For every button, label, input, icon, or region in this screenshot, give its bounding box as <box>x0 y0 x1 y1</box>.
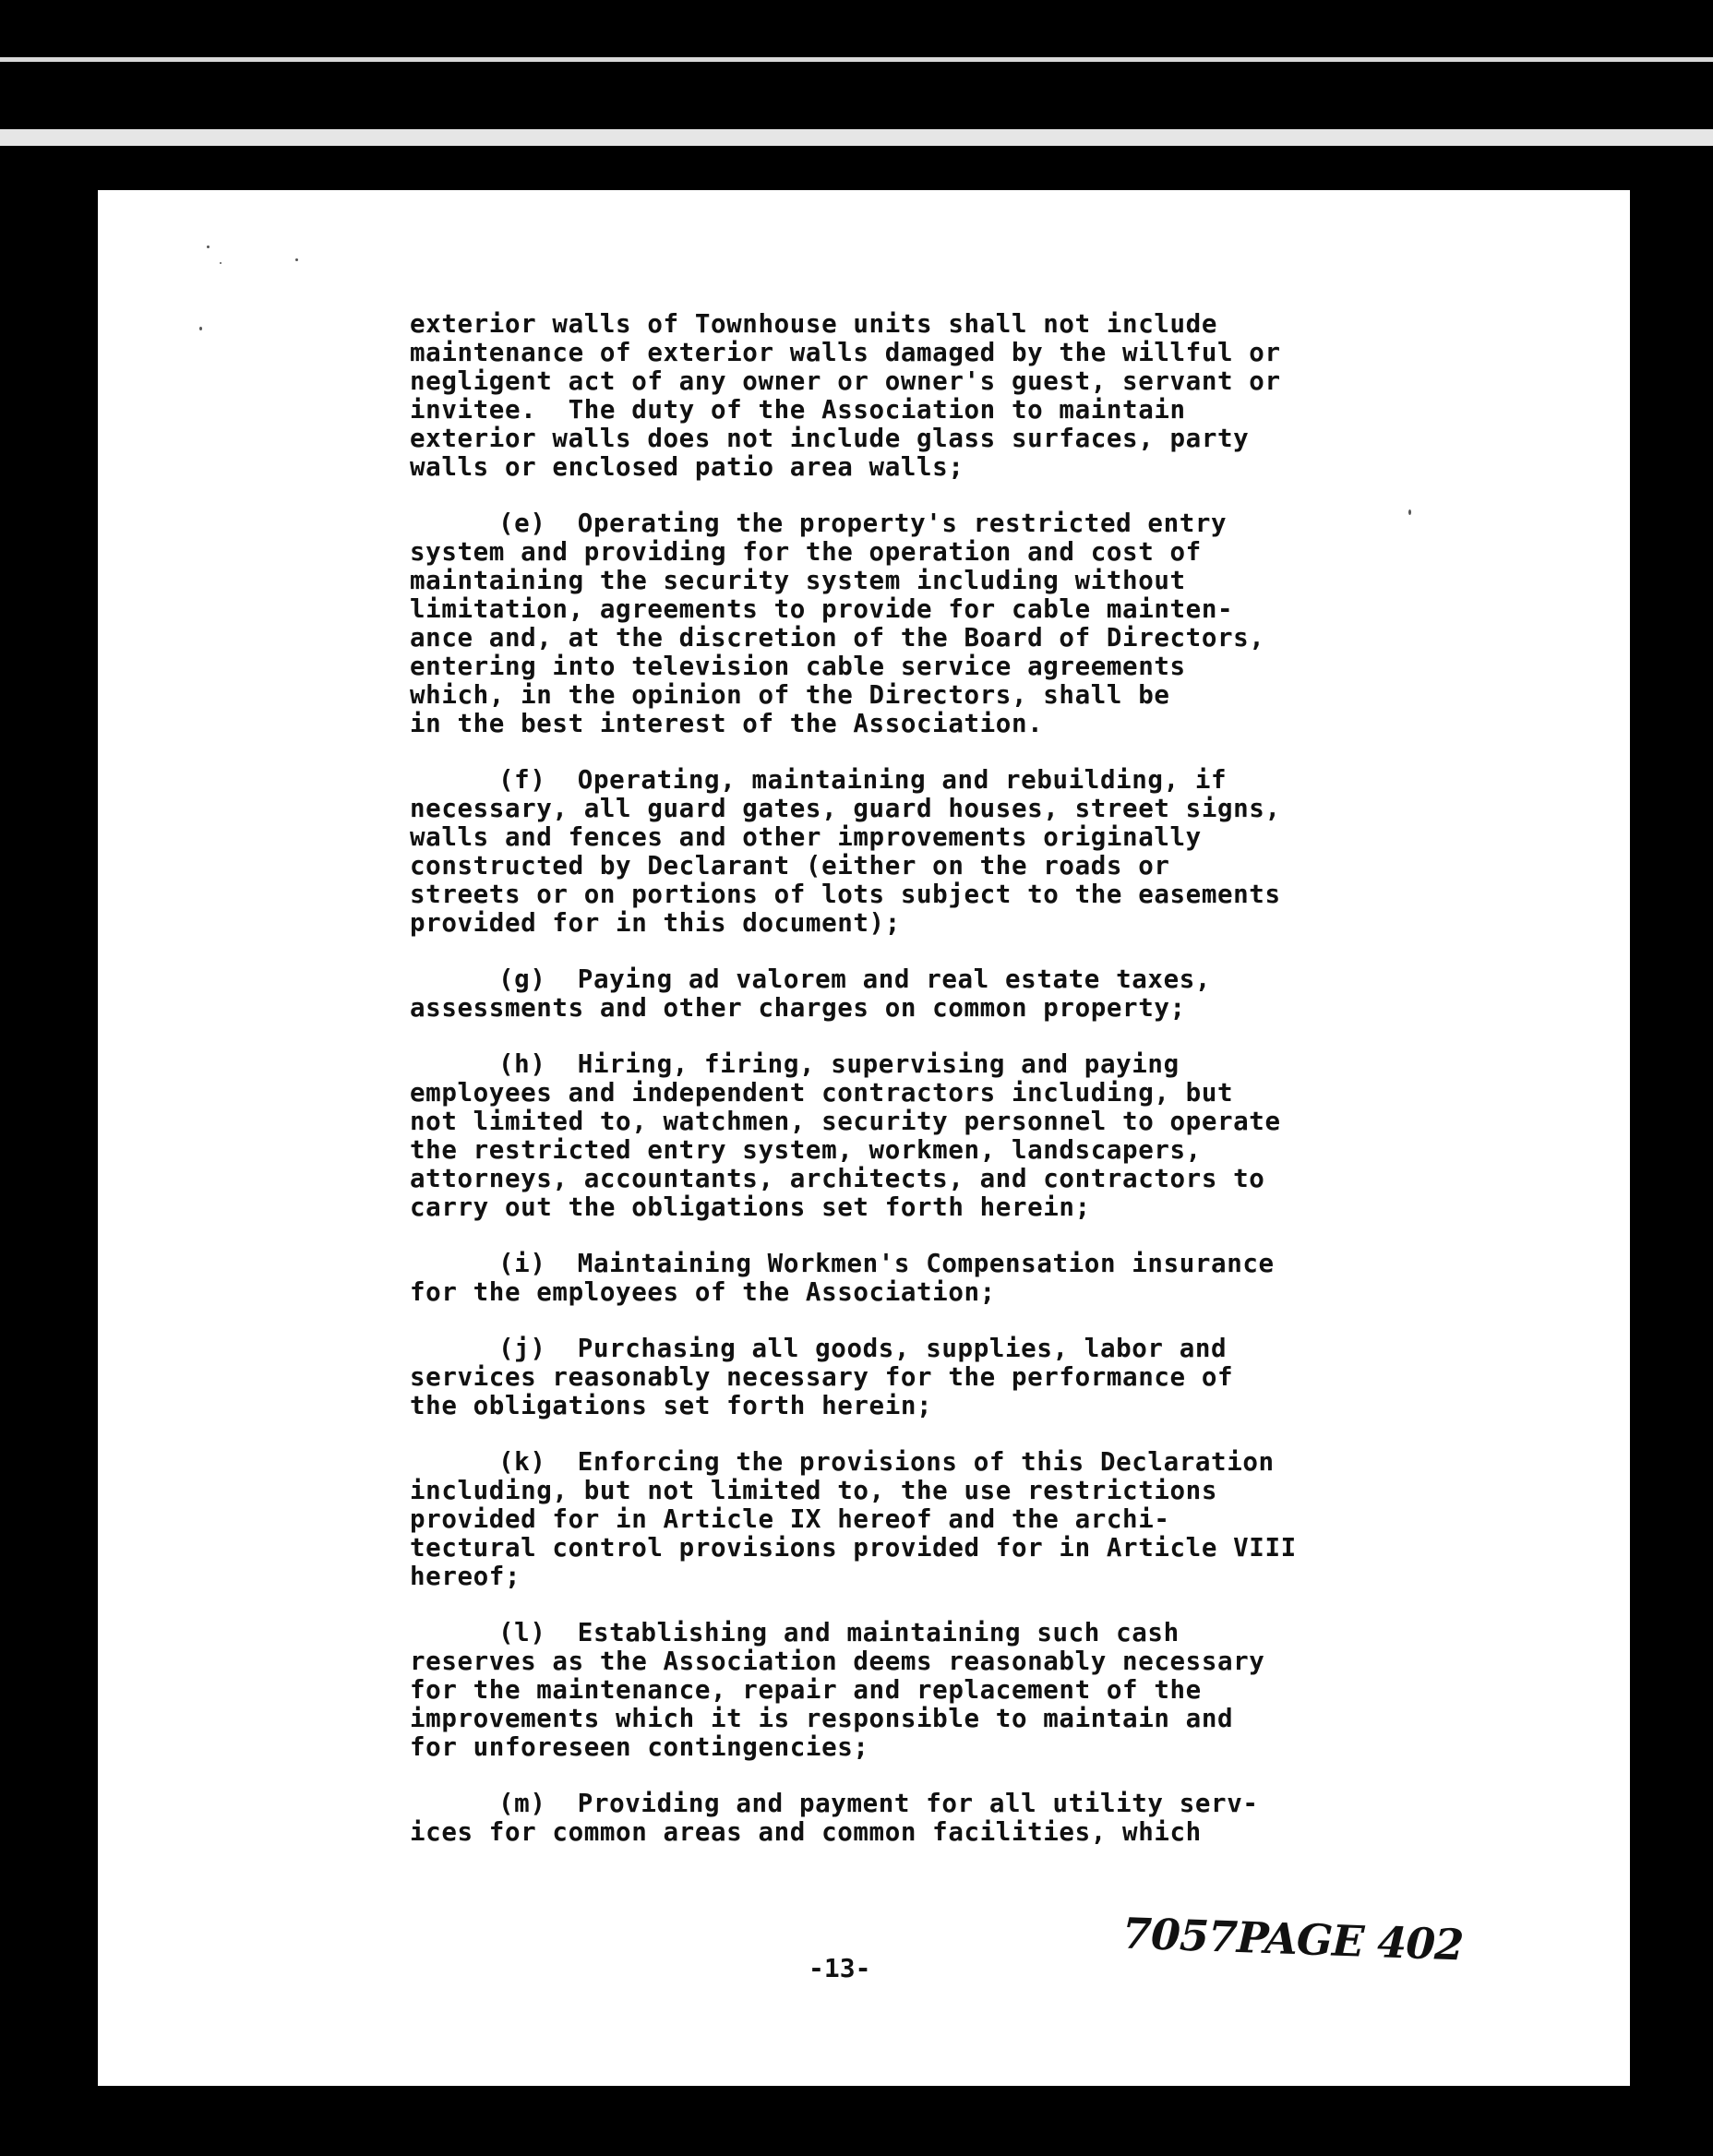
text-line: for the employees of the Association; <box>410 1277 996 1307</box>
text-line: limitation, agreements to provide for cable mainten- <box>410 594 1234 624</box>
text-line: in the best interest of the Association. <box>410 709 1044 738</box>
text-line: (e) Operating the property's restricted entry <box>498 509 1228 538</box>
text-line: maintaining the security system including without <box>410 566 1186 595</box>
scan-speck <box>207 246 210 248</box>
text-line: necessary, all guard gates, guard houses, street signs, <box>410 794 1281 823</box>
text-line: walls and fences and other improvements originally <box>410 822 1202 852</box>
text-line: hereof; <box>410 1562 521 1591</box>
text-line: (h) Hiring, firing, supervising and paying <box>498 1049 1180 1079</box>
text-line: streets or on portions of lots subject to the easements <box>410 880 1281 909</box>
text-line: exterior walls does not include glass surfaces, party <box>410 424 1250 453</box>
paragraph-intro <box>410 310 1545 482</box>
text-line: the obligations set forth herein; <box>410 1391 933 1420</box>
text-line: (f) Operating, maintaining and rebuilding, if <box>498 765 1228 795</box>
text-line: the restricted entry system, workmen, landscapers, <box>410 1135 1202 1165</box>
text-line: for unforeseen contingencies; <box>410 1732 869 1762</box>
scan-speck <box>295 258 298 261</box>
text-line: reserves as the Association deems reasonably necessary <box>410 1647 1265 1676</box>
text-line: provided for in this document); <box>410 908 901 938</box>
text-line: attorneys, accountants, architects, and contractors to <box>410 1164 1265 1193</box>
text-line: exterior walls of Townhouse units shall not include <box>410 309 1217 339</box>
body-text <box>410 310 1545 1875</box>
text-line: tectural control provisions provided for in Article VIII <box>410 1533 1297 1563</box>
paragraph-l <box>410 1619 1545 1762</box>
text-line: (k) Enforcing the provisions of this Declaration <box>498 1447 1275 1477</box>
page-number: -13- <box>809 1953 871 1983</box>
scan-speck <box>220 262 222 264</box>
text-line: employees and independent contractors including, but <box>410 1078 1234 1108</box>
scan-speck <box>199 327 202 330</box>
paragraph-h <box>410 1050 1545 1222</box>
text-line: negligent act of any owner or owner's guest, servant or <box>410 366 1281 396</box>
text-line: (j) Purchasing all goods, supplies, labor and <box>498 1334 1228 1363</box>
text-line: (l) Establishing and maintaining such cash <box>498 1618 1180 1647</box>
paragraph-g <box>410 965 1545 1023</box>
text-line: (i) Maintaining Workmen's Compensation insurance <box>498 1249 1275 1278</box>
text-line: ices for common areas and common facilities, which <box>410 1817 1202 1847</box>
text-line: for the maintenance, repair and replacement of the <box>410 1675 1202 1705</box>
paragraph-i <box>410 1250 1545 1307</box>
text-line: invitee. The duty of the Association to maintain <box>410 395 1186 425</box>
scan-speck <box>1408 509 1411 515</box>
text-line: including, but not limited to, the use restrictions <box>410 1476 1217 1505</box>
scan-edge-line <box>0 57 1713 62</box>
text-line: provided for in Article IX hereof and the archi- <box>410 1504 1170 1534</box>
text-line: which, in the opinion of the Directors, shall be <box>410 680 1170 710</box>
text-line: system and providing for the operation and cost of <box>410 537 1202 567</box>
paragraph-k <box>410 1448 1545 1591</box>
book-page-stamp: 7057PAGE 402 <box>1121 1908 1465 1970</box>
paragraph-j <box>410 1335 1545 1420</box>
text-line: walls or enclosed patio area walls; <box>410 452 964 482</box>
text-line: (m) Providing and payment for all utility serv- <box>498 1789 1259 1818</box>
text-line: ance and, at the discretion of the Board of Directors, <box>410 623 1265 653</box>
text-line: not limited to, watchmen, security personnel to operate <box>410 1107 1281 1136</box>
scan-edge-band <box>0 129 1713 146</box>
text-line: services reasonably necessary for the performance of <box>410 1362 1234 1392</box>
paragraph-f <box>410 766 1545 938</box>
document-page <box>98 190 1630 2086</box>
text-line: (g) Paying ad valorem and real estate taxes, <box>498 964 1212 994</box>
paragraph-e <box>410 509 1545 738</box>
text-line: carry out the obligations set forth herein; <box>410 1192 1091 1222</box>
text-line: constructed by Declarant (either on the roads or <box>410 851 1170 880</box>
text-line: maintenance of exterior walls damaged by the willful or <box>410 338 1281 367</box>
text-line: assessments and other charges on common property; <box>410 993 1186 1023</box>
text-line: improvements which it is responsible to maintain and <box>410 1704 1234 1733</box>
paragraph-m <box>410 1790 1545 1847</box>
text-line: entering into television cable service agreements <box>410 652 1186 681</box>
